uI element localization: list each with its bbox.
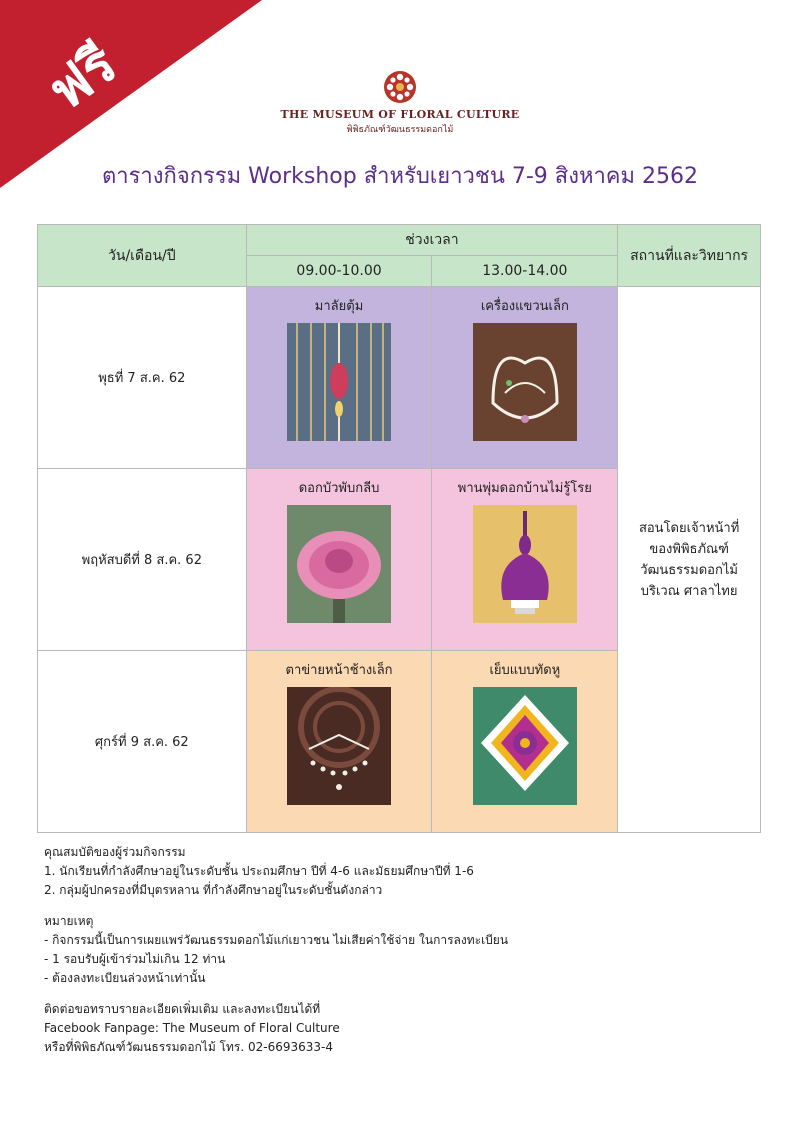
remark-item: - กิจกรรมนี้เป็นการเผยแพร่วัฒนธรรมดอกไม้แก่เยาวชน ไม่เสียค่าใช้จ่าย ในการลงทะเบียน [44,933,509,947]
header-slot-morning: 09.00-10.00 [246,256,432,287]
header-time: ช่วงเวลา [246,225,618,256]
schedule-table [37,224,761,833]
header-date: วัน/เดือน/ปี [38,225,247,287]
contact-title: ติดต่อขอทราบรายละเอียดเพิ่มเติม และลงทะเบียนได้ที่ [44,1002,321,1016]
date-cell: ศุกร์ที่ 9 ส.ค. 62 [38,651,247,833]
header-venue: สถานที่และวิทยากร [618,225,761,287]
logo-english-name: THE MUSEUM OF FLORAL CULTURE [280,108,520,121]
date-cell: พุธที่ 7 ส.ค. 62 [38,287,247,469]
logo-thai-name: พิพิธภัณฑ์วัฒนธรรมดอกไม้ [346,125,454,135]
header-slot-afternoon: 13.00-14.00 [432,256,618,287]
net-ornament-photo [287,687,391,805]
activity-name: เย็บแบบทัดหู [489,663,561,678]
qualification-item: 1. นักเรียนที่กำลังศึกษาอยู่ในระดับชั้น ประถมศึกษา ปีที่ 4-6 และมัธยมศึกษาปีที่ 1-6 [44,864,474,878]
qualification-title: คุณสมบัติของผู้ร่วมกิจกรรม [44,845,186,859]
activity-cell [432,469,618,651]
flower-cone-photo [473,505,577,623]
remark-title: หมายเหตุ [44,914,94,928]
ear-ornament-photo [473,687,577,805]
venue-line: ของพิพิธภัณฑ์ [649,541,729,557]
hanging-ornament-photo [473,323,577,441]
page-title: ตารางกิจกรรม Workshop สำหรับเยาวชน 7-9 สิงหาคม 2562 [101,164,699,189]
museum-logo [0,70,800,136]
activity-cell [432,651,618,833]
remark-item: - ต้องลงทะเบียนล่วงหน้าเท่านั้น [44,971,206,985]
date-cell: พฤหัสบดีที่ 8 ส.ค. 62 [38,469,247,651]
venue-line: วัฒนธรรมดอกไม้ [640,562,738,578]
activity-cell [432,287,618,469]
activity-name: มาลัยตุ้ม [314,299,364,314]
lotus-photo [287,505,391,623]
notes-section [44,843,764,1057]
activity-cell [246,287,432,469]
activity-cell [246,651,432,833]
contact-phone: หรือที่พิพิธภัณฑ์วัฒนธรรมดอกไม้ โทร. 02-6693633-4 [44,1040,333,1054]
flower-logo-icon [383,70,417,104]
free-badge-text: ฟรี [36,32,129,123]
activity-name: พานพุ่มดอกบ้านไม่รู้โรย [457,481,592,496]
activity-cell [246,469,432,651]
activity-name: ดอกบัวพับกลีบ [298,481,380,496]
contact-facebook: Facebook Fanpage: The Museum of Floral Culture [44,1021,340,1035]
garland-photo [287,323,391,441]
remark-item: - 1 รอบรับผู้เข้าร่วมไม่เกิน 12 ท่าน [44,952,226,966]
qualification-item: 2. กลุ่มผู้ปกครองที่มีบุตรหลาน ที่กำลังศึกษาอยู่ในระดับชั้นดังกล่าว [44,883,383,897]
venue-line: บริเวณ ศาลาไทย [640,583,738,599]
activity-name: ตาข่ายหน้าช้างเล็ก [285,663,393,678]
venue-cell [618,287,761,833]
activity-name: เครื่องแขวนเล็ก [480,299,569,314]
venue-line: สอนโดยเจ้าหน้าที่ [638,520,740,536]
